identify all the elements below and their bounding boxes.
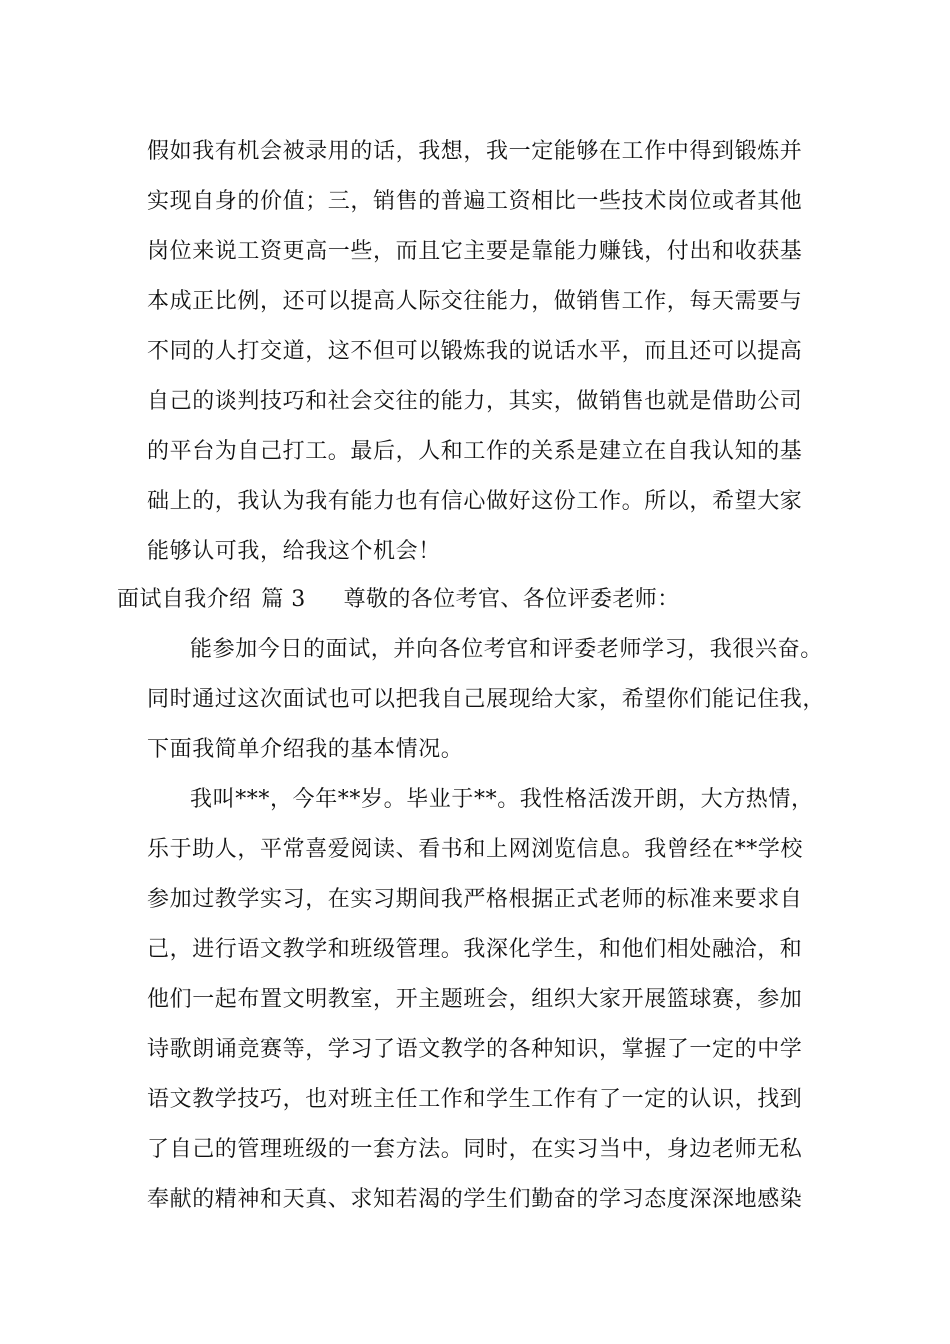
- text-line: 同时通过这次面试也可以把我自己展现给大家，希望你们能记住我，: [147, 687, 826, 712]
- text-line: 的平台为自己打工。最后，人和工作的关系是建立在自我认知的基: [147, 439, 803, 464]
- text-line: 岗位来说工资更高一些，而且它主要是靠能力赚钱，付出和收获基: [147, 239, 803, 264]
- text-line: 乐于助人，平常喜爱阅读、看书和上网浏览信息。我曾经在**学校: [147, 837, 804, 862]
- text-line: 奉献的精神和天真、求知若渴的学生们勤奋的学习态度深深地感染: [147, 1187, 803, 1212]
- text-line: 假如我有机会被录用的话，我想，我一定能够在工作中得到锻炼并: [147, 139, 803, 164]
- text-line: 他们一起布置文明教室，开主题班会，组织大家开展篮球赛，参加: [147, 987, 803, 1012]
- text-line: 不同的人打交道，这不但可以锻炼我的说话水平，而且还可以提高: [147, 339, 803, 364]
- text-line: 能参加今日的面试，并向各位考官和评委老师学习，我很兴奋。: [190, 637, 823, 662]
- text-line: 自己的谈判技巧和社会交往的能力，其实，做销售也就是借助公司: [147, 389, 803, 414]
- text-line: 参加过教学实习，在实习期间我严格根据正式老师的标准来要求自: [147, 887, 803, 912]
- text-line: 本成正比例，还可以提高人际交往能力，做销售工作，每天需要与: [147, 289, 803, 314]
- text-line: 础上的，我认为我有能力也有信心做好这份工作。所以，希望大家: [147, 489, 803, 514]
- section-title: 面试自我介绍: [117, 587, 252, 612]
- text-line: 语文教学技巧，也对班主任工作和学生工作有了一定的认识，找到: [147, 1087, 803, 1112]
- salutation: 尊敬的各位考官、各位评委老师：: [343, 587, 680, 612]
- section-number: 篇 3: [261, 587, 306, 612]
- text-line: 实现自身的价值；三，销售的普遍工资相比一些技术岗位或者其他: [147, 189, 803, 214]
- text-line: 己，进行语文教学和班级管理。我深化学生，和他们相处融洽，和: [147, 937, 803, 962]
- text-line: 我叫***，今年**岁。毕业于**。我性格活泼开朗，大方热情，: [190, 787, 814, 812]
- text-line: 下面我简单介绍我的基本情况。: [147, 737, 464, 762]
- text-line: 了自己的管理班级的一套方法。同时，在实习当中，身边老师无私: [147, 1137, 803, 1162]
- text-line: 能够认可我，给我这个机会！: [147, 539, 441, 564]
- section-heading: [117, 585, 680, 615]
- text-line: 诗歌朗诵竞赛等，学习了语文教学的各种知识，掌握了一定的中学: [147, 1037, 803, 1062]
